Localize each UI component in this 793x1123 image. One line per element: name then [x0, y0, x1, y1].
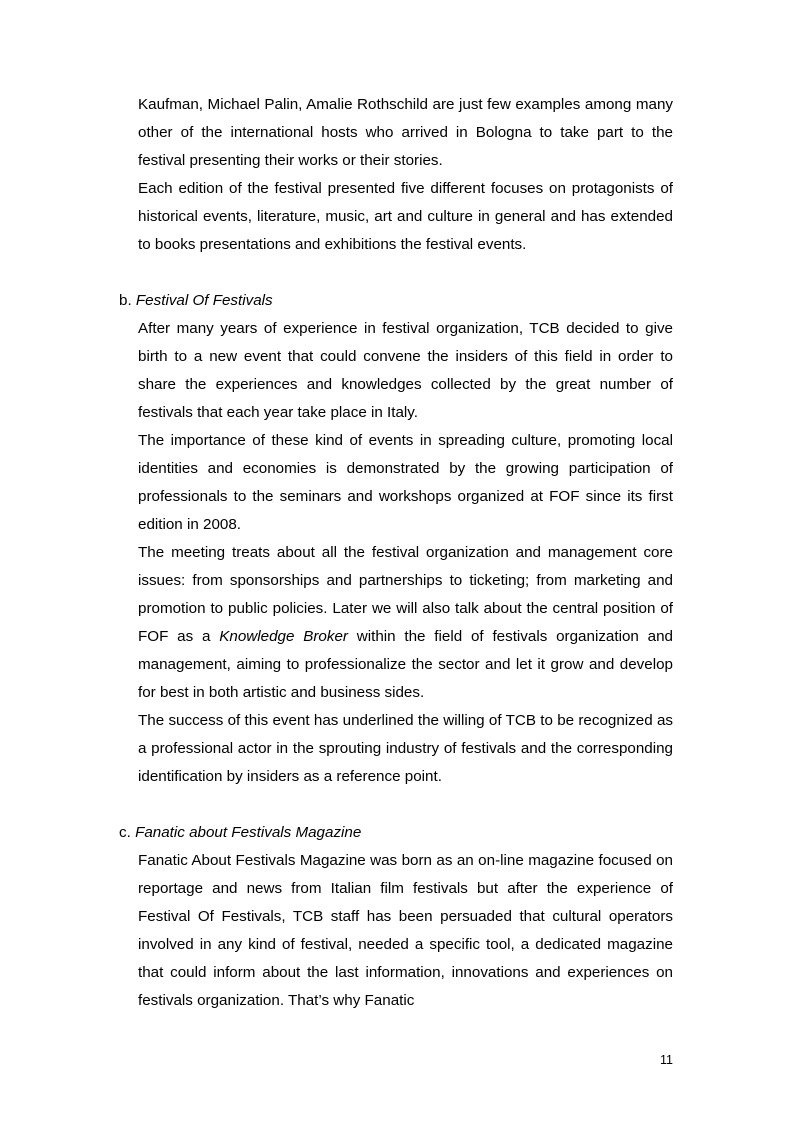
- section-c-title: Fanatic about Festivals Magazine: [135, 824, 362, 841]
- section-b-paragraph-3-start: The meeting treats about all the festival organization and management core issues: from sponsorships and partnerships to ticketing; from marketing and promotion to public policies. Later we will also talk about the central position of FOF as a: [138, 544, 673, 645]
- section-c-paragraph-1: Fanatic About Festivals Magazine was born as an on-line magazine focused on reportage and news from Italian film festivals but after the experience of Festival Of Festivals, TCB staff has been persuaded that cultural operators involved in any kind of festival, needed a specific tool, a dedicated magazine that could inform about the last information, innovations and experiences on festivals organization. That’s why Fanatic: [138, 852, 673, 1009]
- section-b-title: Festival Of Festivals: [135, 292, 273, 309]
- section-b-heading: [119, 287, 273, 315]
- section-c-heading: [119, 819, 361, 847]
- section-b-paragraph-4: The success of this event has underlined the willing of TCB to be recognized as a professional actor in the sprouting industry of festivals and the corresponding identification by insiders as a reference point.: [138, 712, 673, 785]
- section-b-marker: b.: [119, 292, 132, 309]
- section-b-text: [138, 315, 673, 791]
- section-b-paragraph-2: The importance of these kind of events in spreading culture, promoting local identities and economies is demonstrated by the growing participation of professionals to the seminars and workshops organized at FOF since its first edition in 2008.: [138, 432, 673, 533]
- intro-paragraph-2: Each edition of the festival presented five different focuses on protagonists of historical events, literature, music, art and culture in general and has extended to books presentations and exhibitions the festival events.: [138, 180, 673, 253]
- intro-paragraph-1: Kaufman, Michael Palin, Amalie Rothschild are just few examples among many other of the international hosts who arrived in Bologna to take part to the festival presenting their works or their stories.: [138, 96, 673, 169]
- knowledge-broker-term: Knowledge Broker: [219, 628, 348, 645]
- section-b-paragraph-3-end: within the field of festivals organization and management, aiming to professionalize the sector and let it grow and develop for best in both artistic and business sides.: [138, 628, 673, 701]
- intro-text: [138, 91, 673, 259]
- section-b-paragraph-1: After many years of experience in festival organization, TCB decided to give birth to a new event that could convene the insiders of this field in order to share the experiences and knowledges collected by the great number of festivals that each year take place in Italy.: [138, 320, 673, 421]
- section-c-text: [138, 847, 673, 1015]
- page-number: 11: [660, 1053, 673, 1067]
- section-b-paragraph-3: [138, 539, 673, 707]
- section-c-marker: c.: [119, 824, 131, 841]
